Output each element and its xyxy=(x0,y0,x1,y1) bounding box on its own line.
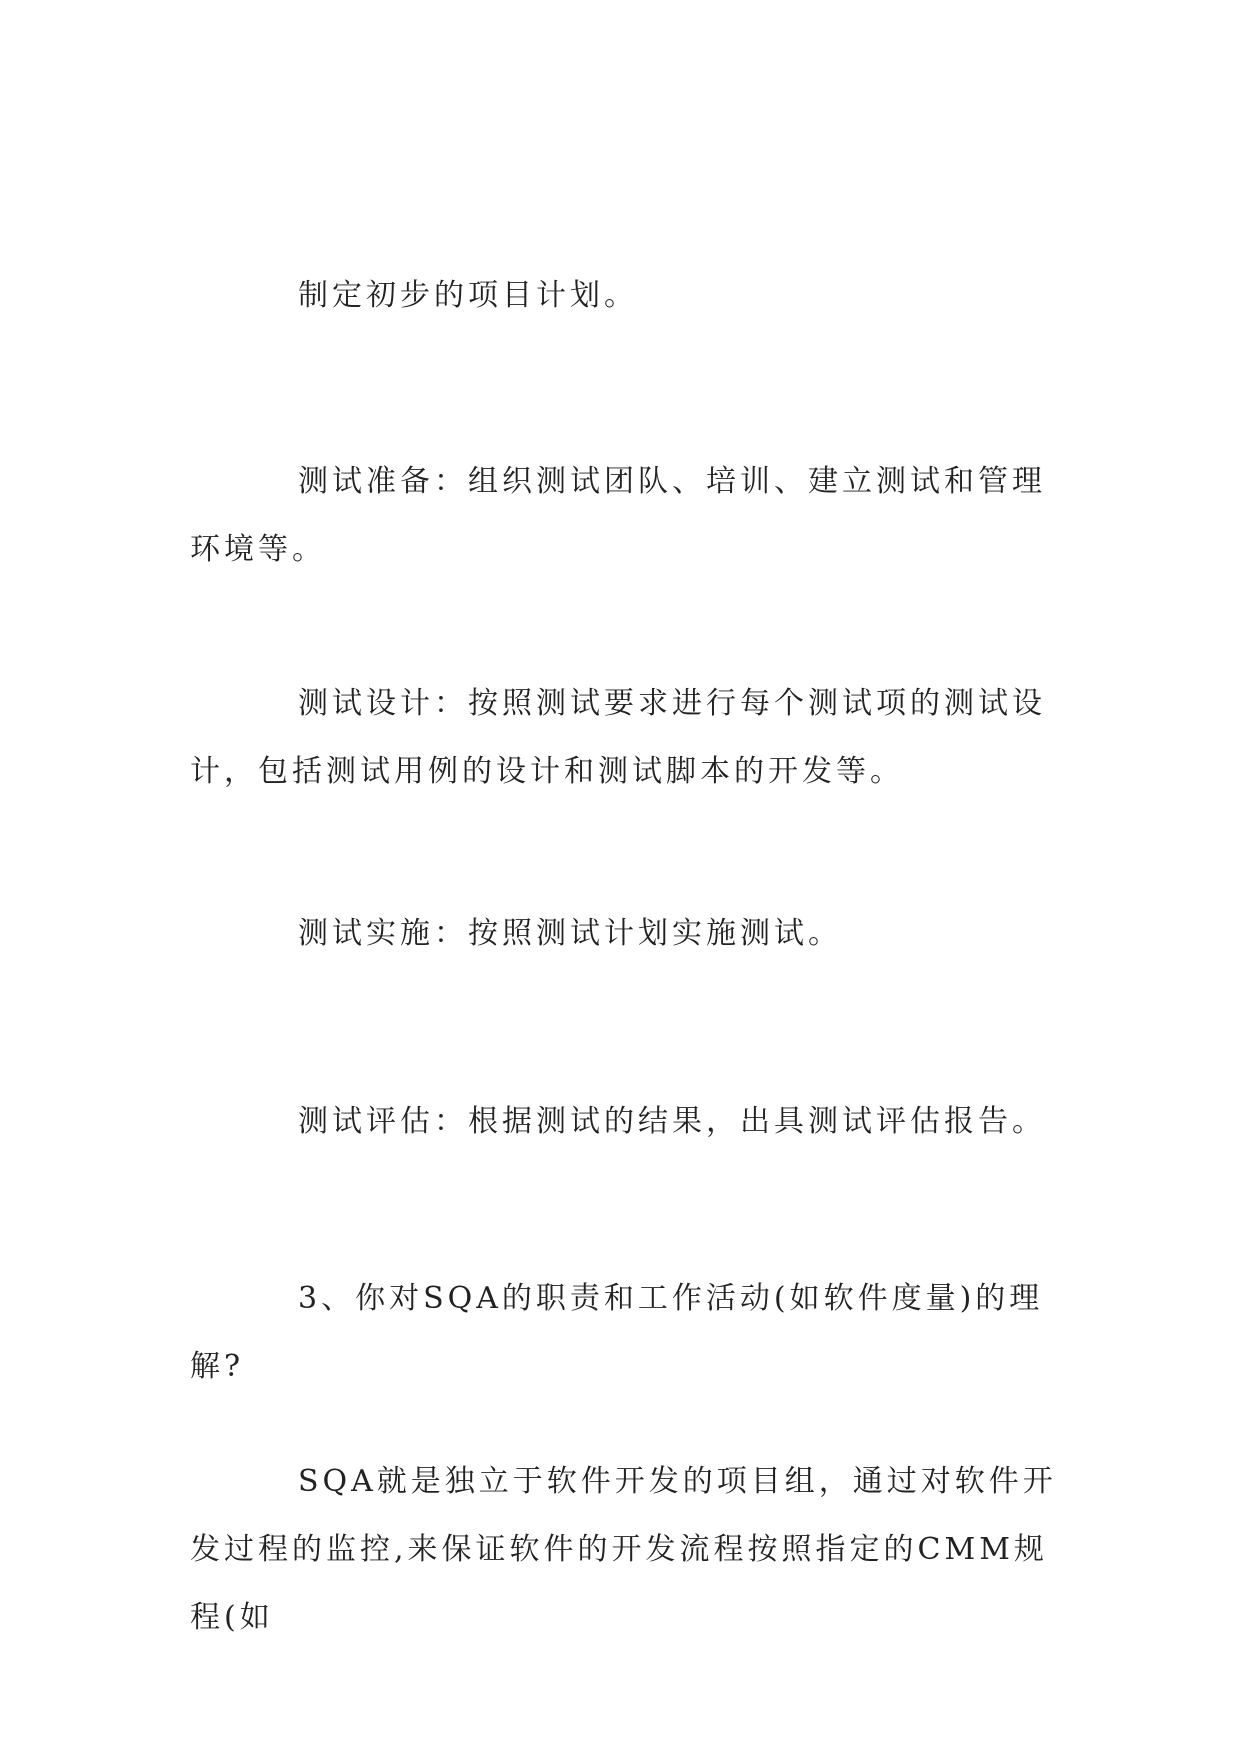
paragraph-test-evaluation: 测试评估：根据测试的结果，出具测试评估报告。 xyxy=(298,1104,1046,1139)
paragraph-project-plan: 制定初步的项目计划。 xyxy=(298,278,638,313)
paragraph-test-design: 测试设计：按照测试要求进行每个测试项的测试设计，包括测试用例的设计和测试脚本的开发等。 xyxy=(190,686,1046,789)
paragraph-test-preparation: 测试准备：组织测试团队、培训、建立测试和管理环境等。 xyxy=(190,464,1046,567)
paragraph-sqa-description: SQA就是独立于软件开发的项目组，通过对软件开发过程的监控,来保证软件的开发流程按照指定的CMM规程(如 xyxy=(190,1464,1057,1635)
paragraph-test-implementation: 测试实施：按照测试计划实施测试。 xyxy=(298,916,842,951)
question-sqa-responsibilities: 3、你对SQA的职责和工作活动(如软件度量)的理解? xyxy=(190,1281,1044,1384)
